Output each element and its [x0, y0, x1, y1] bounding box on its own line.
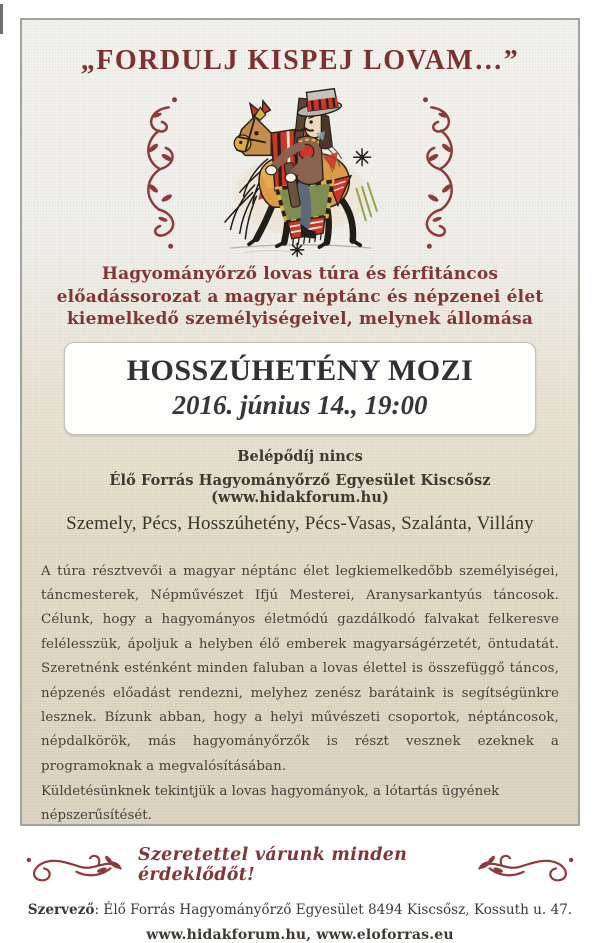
organizer-footer — [22, 902, 578, 918]
organizer-label: Szervező — [27, 902, 95, 919]
subtitle-line-1: Hagyományőrző lovas túra és férfitáncos — [101, 264, 499, 284]
websites-line: www.hidakforum.hu, www.eloforras.eu — [146, 927, 454, 943]
event-datetime: 2016. június 14., 19:00 — [172, 389, 428, 420]
illustration-row — [22, 85, 578, 261]
organizer-address: Élő Forrás Hagyományőrző Egyesület 8494 Kiscsősz, Kossuth u. 47. — [103, 902, 573, 919]
closing-message: Szeretettel várunk minden érdeklődőt! — [138, 845, 408, 886]
flourish-right-icon — [476, 844, 578, 886]
event-box — [64, 342, 536, 435]
organizer-line: Élő Forrás Hagyományőrző Egyesület Kiscsősz (www.hidakforum.hu) — [109, 471, 491, 506]
horseman-illustration — [202, 85, 398, 261]
subtitle-line-3: kiemelkedő személyiségeivel, melynek állomása — [66, 309, 534, 329]
admission-note: Belépődíj nincs — [237, 447, 363, 465]
venue-name: HOSSZÚHETÉNY MOZI — [126, 353, 474, 387]
flourish-left-icon — [22, 844, 124, 886]
poster-page — [20, 18, 580, 943]
scan-artifact — [0, 4, 3, 34]
organizer-separator: : — [94, 902, 104, 919]
scroll-ornament-left-icon — [134, 91, 188, 255]
event-subtitle — [22, 263, 578, 331]
description-paragraph: A túra résztvevői a magyar néptánc élet legkiemelkedőbb személyiségei, táncmesterek, Népművészet Ifjú Mesterei, Aranysarkantyús táncosok. Célunk, hogy a hagyományos életmódú gazdálkodó falvakat felkeresve felélesszük, ápoljuk a helyben élő emberek magyarságérzetét, öntudatát. Szeretnénk esténként minden faluban a lovas élettel is összefüggő táncos, népzenés előadást rendezni, melyhez zenész barátaink is segítségünkre lesznek. Bízunk abban, hogy a helyi művészeti csoportok, néptáncosok, népdalkörök, más hagyományőrzők is részt vesznek ezeknek a programoknak a megvalósításában. — [41, 563, 559, 774]
subtitle-line-2: előadássorozat a magyar néptánc és népzenei élet — [56, 286, 544, 307]
tour-locations: Szemely, Pécs, Hosszúhetény, Pécs-Vasas, Szalánta, Villány — [66, 512, 534, 534]
closing-row — [22, 844, 578, 886]
scroll-ornament-right-icon — [412, 91, 466, 255]
mission-line: Küldetésünknek tekintjük a lovas hagyományok, a lótartás ügyének népszerűsítését. — [41, 784, 500, 824]
poster-title: „FORDULJ KISPEJ LOVAM…” — [80, 45, 520, 76]
